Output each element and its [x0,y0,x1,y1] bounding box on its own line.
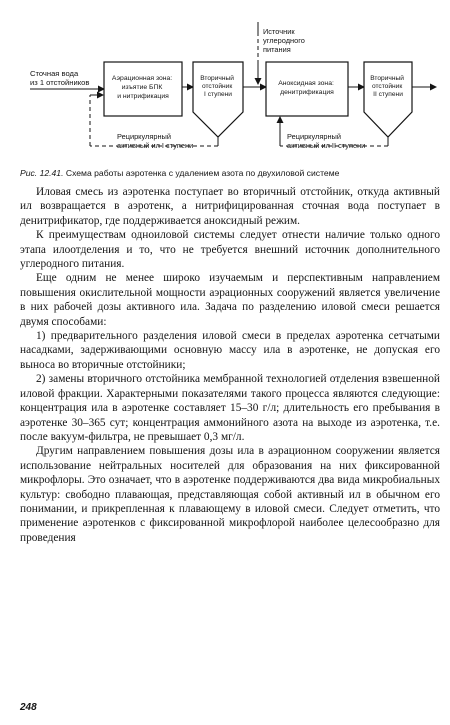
figure-number: Рис. 12.41. [20,168,64,178]
inflow-label: Сточная вода из 1 отстойников [30,69,90,87]
body-text [20,185,440,545]
carbon-source-label: Источник углеродного питания [263,27,305,54]
paragraph: Иловая смесь из аэротенка поступает во вторичный отстойник, откуда активный ил возвращается в аэротенк, а нитрифицированная сточная вода поступает в денитрификатор, где поддерживается аноксидный режим. [20,186,440,227]
paragraph: 1) предварительного разделения иловой смеси в пределах аэротенка сетчатыми насадками, задерживающими основную массу ила в аэротенке, не допуская его выноса во вторичные отстойники; [20,330,440,371]
page-number: 248 [20,702,37,713]
clarifier-2-label: Вторичный отстойник II ступени [370,75,404,98]
clarifier-1-label: Вторичный отстойник I ступени [200,75,234,98]
paragraph: Другим направлением повышения дозы ила в аэрационном сооружении является использование нейтральных носителей для образования на них фиксированной микрофлоры. Это означает, что в аэротенке поддерживаются два вида микробиальных культур: свободно плавающая, представляющая собой активный ил в обычном его понимании, и прикрепленная к плавающему в иловой смеси. Следует отметить, что применение аэротенков с фиксированной микрофлорой наиболее целесообразно для проведения [20,445,440,544]
process-flow-diagram [0,0,450,168]
clarifier-2-shape [364,62,412,137]
clarifier-1-shape [193,62,243,137]
paragraph: 2) замены вторичного отстойника мембранной технологией отделения взвешенной иловой фракции. Характерными показателями такого процесса являются следующие: концентрация ила в аэротенке составляет 15–30 г/л; длительность его пребывания в аэротенке 30–365 сут; концентрация аммонийного азота на выходе из аэротенка, т.е. после вакуум-фильтра, не превышает 0,3 мг/л. [20,373,440,443]
figure-caption-text: Схема работы аэротенка с удалением азота по двухиловой системе [63,168,340,178]
figure-caption [20,168,440,179]
paragraph: Еще одним не менее широко изучаемым и перспективным направлением повышения окислительной мощности аэрационных сооружений является увеличение в них рабочей дозы активного ила. Задача по разделению иловой смеси решается двумя способами: [20,272,440,328]
recycle-1-label: Рециркулярный активный ил I ступени [117,132,194,150]
recycle-2-label: Рециркулярный активный ил II ступени [287,132,366,150]
aeration-zone-label: Аэрационная зона: изъятие БПК и нитрификация [111,75,173,100]
anoxic-zone-label: Аноксидная зона: денитрификация [278,80,334,96]
paragraph: К преимуществам одноиловой системы следует отнести наличие только одного этапа илоотделения и то, что не требуется внешний источник дополнительного углеродного питания. [20,229,440,271]
